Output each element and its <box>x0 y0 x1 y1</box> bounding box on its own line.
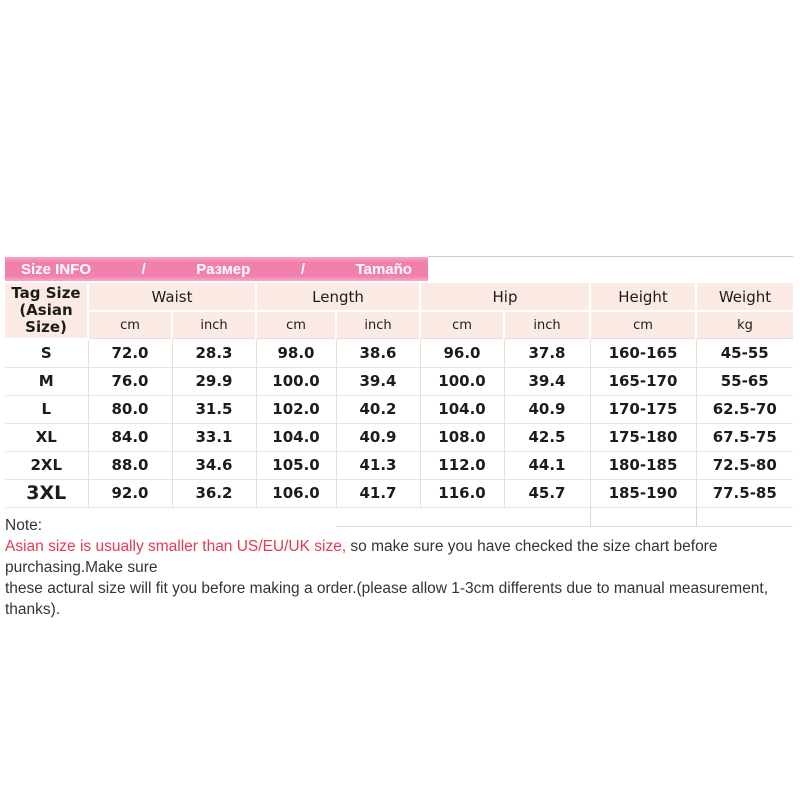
note-line2: these actural size will fit you before making a order.(please allow 1-3cm differents due to manual measurement, thanks). <box>5 580 769 618</box>
waist-inch: 33.1 <box>172 423 256 451</box>
hip-cm: 116.0 <box>420 479 504 507</box>
length-inch: 39.4 <box>336 367 420 395</box>
unit-height-cm: cm <box>590 311 696 339</box>
hip-inch: 45.7 <box>504 479 590 507</box>
length-inch: 38.6 <box>336 339 420 368</box>
weight-kg: 77.5-85 <box>696 479 793 507</box>
size-row-3xl <box>5 479 793 507</box>
size-label: S <box>5 339 88 368</box>
length-cm: 98.0 <box>256 339 336 368</box>
header-waist: Waist <box>88 283 256 311</box>
weight-kg: 62.5-70 <box>696 395 793 423</box>
size-label: XL <box>5 423 88 451</box>
banner-title-en: Size INFO <box>21 260 92 278</box>
weight-kg: 55-65 <box>696 367 793 395</box>
hip-cm: 96.0 <box>420 339 504 368</box>
hip-inch: 37.8 <box>504 339 590 368</box>
note-highlight-red: Asian size is usually smaller than US/EU/UK size, <box>5 538 347 555</box>
weight-kg: 67.5-75 <box>696 423 793 451</box>
waist-cm: 80.0 <box>88 395 172 423</box>
unit-length-inch: inch <box>336 311 420 339</box>
unit-waist-cm: cm <box>88 311 172 339</box>
note-label: Note: <box>5 517 43 534</box>
length-inch: 40.2 <box>336 395 420 423</box>
size-row-2xl <box>5 451 793 479</box>
height-cm: 180-185 <box>590 451 696 479</box>
banner-title-ru: Размер <box>196 260 251 278</box>
header-weight: Weight <box>696 283 793 311</box>
size-info-banner <box>5 257 428 281</box>
hip-inch: 40.9 <box>504 395 590 423</box>
banner-title-es: Tamaño <box>355 260 412 278</box>
header-group-row <box>5 283 793 311</box>
note-block <box>5 515 795 620</box>
waist-inch: 29.9 <box>172 367 256 395</box>
size-label: 2XL <box>5 451 88 479</box>
table-top-rule <box>428 256 793 257</box>
waist-cm: 88.0 <box>88 451 172 479</box>
corner-line1: Tag Size <box>11 283 81 302</box>
hip-inch: 39.4 <box>504 367 590 395</box>
height-cm: 175-180 <box>590 423 696 451</box>
length-cm: 104.0 <box>256 423 336 451</box>
note-text <box>5 538 768 618</box>
hip-cm: 104.0 <box>420 395 504 423</box>
unit-length-cm: cm <box>256 311 336 339</box>
size-row-l <box>5 395 793 423</box>
waist-cm: 84.0 <box>88 423 172 451</box>
note-line1-rest: so make sure you have checked the size chart before purchasing.Make sure <box>5 538 718 576</box>
hip-cm: 100.0 <box>420 367 504 395</box>
waist-cm: 76.0 <box>88 367 172 395</box>
size-label: M <box>5 367 88 395</box>
unit-waist-inch: inch <box>172 311 256 339</box>
hip-inch: 42.5 <box>504 423 590 451</box>
size-label: L <box>5 395 88 423</box>
length-cm: 100.0 <box>256 367 336 395</box>
header-unit-row <box>5 311 793 339</box>
hip-inch: 44.1 <box>504 451 590 479</box>
height-cm: 160-165 <box>590 339 696 368</box>
corner-line2: (Asian Size) <box>19 300 73 336</box>
header-height: Height <box>590 283 696 311</box>
corner-header-tag-size <box>5 283 88 339</box>
header-hip: Hip <box>420 283 590 311</box>
length-cm: 105.0 <box>256 451 336 479</box>
waist-inch: 36.2 <box>172 479 256 507</box>
hip-cm: 112.0 <box>420 451 504 479</box>
weight-kg: 72.5-80 <box>696 451 793 479</box>
waist-inch: 34.6 <box>172 451 256 479</box>
waist-cm: 92.0 <box>88 479 172 507</box>
banner-separator: / <box>300 260 306 278</box>
waist-inch: 28.3 <box>172 339 256 368</box>
height-cm: 185-190 <box>590 479 696 507</box>
unit-hip-cm: cm <box>420 311 504 339</box>
size-chart-table <box>5 283 793 527</box>
size-label: 3XL <box>5 479 88 507</box>
size-row-s <box>5 339 793 368</box>
unit-hip-inch: inch <box>504 311 590 339</box>
height-cm: 170-175 <box>590 395 696 423</box>
size-row-xl <box>5 423 793 451</box>
waist-inch: 31.5 <box>172 395 256 423</box>
length-inch: 40.9 <box>336 423 420 451</box>
hip-cm: 108.0 <box>420 423 504 451</box>
banner-separator: / <box>141 260 146 278</box>
unit-weight-kg: kg <box>696 311 793 339</box>
weight-kg: 45-55 <box>696 339 793 368</box>
waist-cm: 72.0 <box>88 339 172 368</box>
length-inch: 41.7 <box>336 479 420 507</box>
height-cm: 165-170 <box>590 367 696 395</box>
length-cm: 106.0 <box>256 479 336 507</box>
size-row-m <box>5 367 793 395</box>
length-cm: 102.0 <box>256 395 336 423</box>
length-inch: 41.3 <box>336 451 420 479</box>
header-length: Length <box>256 283 420 311</box>
